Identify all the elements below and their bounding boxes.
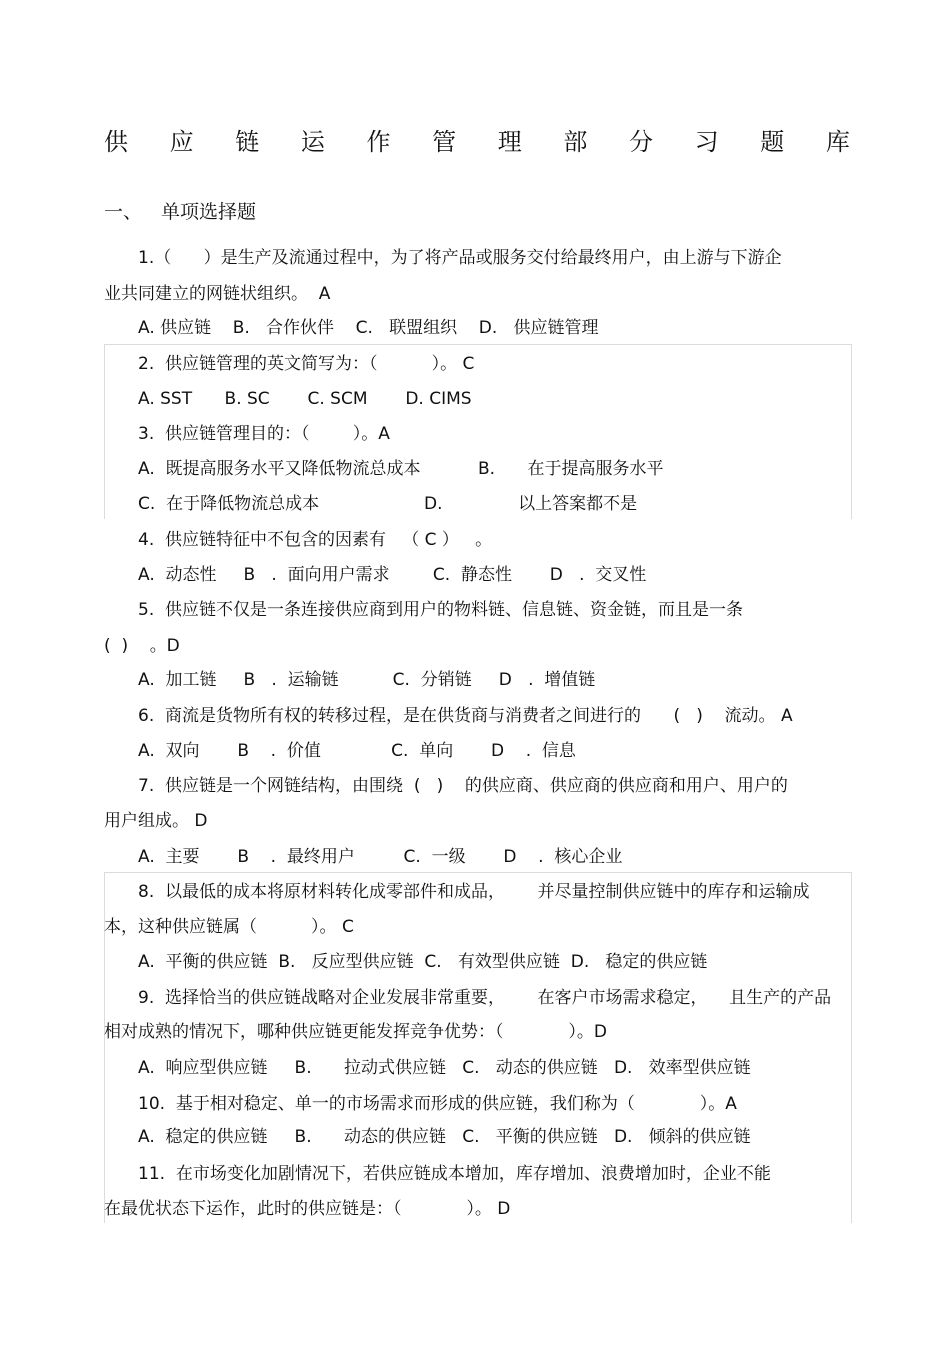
text-line: A. 加工链 B . 运输链 C. 分销链 D . 增值链: [138, 670, 596, 690]
text-line: 9. 选择恰当的供应链战略对企业发展非常重要， 在客户市场需求稳定， 且生产的产品: [138, 988, 832, 1008]
page-title: [104, 126, 850, 158]
title-char: 供: [104, 128, 128, 156]
text-line: 2. 供应链管理的英文简写为：（ ）。 C: [138, 354, 475, 374]
title-char: 分: [629, 128, 653, 156]
title-char: 理: [497, 128, 522, 156]
text-line: C. 在于降低物流总成本: [138, 494, 320, 514]
text-line: 11. 在市场变化加剧情况下，若供应链成本增加，库存增加、浪费增加时，企业不能: [138, 1164, 771, 1184]
text-line: 4. 供应链特征中不包含的因素有 （ C ） 。: [138, 530, 493, 550]
text-line: ( ) 。D: [104, 636, 180, 656]
title-char: 运: [300, 128, 325, 156]
text-line: A. 既提高服务水平又降低物流总成本: [138, 459, 421, 479]
title-char: 作: [366, 128, 391, 156]
text-line: 1.（ ）是生产及流通过程中，为了将产品或服务交付给最终用户，由上游与下游企: [138, 248, 782, 268]
text-line: 7. 供应链是一个网链结构，由围绕 ( ) 的供应商、供应商的供应商和用户、用户的: [138, 776, 788, 796]
text-line: 本，这种供应链属（ ）。 C: [104, 917, 354, 937]
text-line: 用户组成。 D: [104, 811, 208, 831]
text-line: A. 主要 B . 最终用户 C. 一级 D . 核心企业: [138, 847, 623, 867]
section-label: 单项选择题: [161, 201, 257, 223]
title-char: 链: [235, 128, 260, 156]
text-line: A. 平衡的供应链 B. 反应型供应链 C. 有效型供应链 D. 稳定的供应链: [138, 952, 708, 972]
text-line: B. 在于提高服务水平: [478, 459, 664, 479]
text-line: 3. 供应链管理目的：（ ）。A: [138, 424, 390, 444]
title-char: 部: [563, 128, 588, 156]
text-line: A. 双向 B . 价值 C. 单向 D . 信息: [138, 741, 576, 761]
text-line: A. 动态性 B . 面向用户需求 C. 静态性 D . 交叉性: [138, 565, 647, 585]
text-line: 8. 以最低的成本将原材料转化成零部件和成品， 并尽量控制供应链中的库存和运输成: [138, 882, 810, 902]
section-heading: [104, 198, 256, 226]
text-line: A. 响应型供应链 B. 拉动式供应链 C. 动态的供应链 D. 效率型供应链: [138, 1058, 751, 1078]
text-line: 在最优状态下运作，此时的供应链是：（ ）。 D: [104, 1199, 511, 1219]
text-line: A. 稳定的供应链 B. 动态的供应链 C. 平衡的供应链 D. 倾斜的供应链: [138, 1127, 751, 1147]
text-line: D. 以上答案都不是: [424, 494, 638, 514]
text-line: 5. 供应链不仅是一条连接供应商到用户的物料链、信息链、资金链，而且是一条: [138, 600, 744, 620]
title-char: 习: [694, 128, 719, 156]
text-line: 10. 基于相对稳定、单一的市场需求而形成的供应链，我们称为（ ）。A: [138, 1094, 737, 1114]
text-line: 业共同建立的网链状组织。 A: [104, 284, 331, 304]
text-line: 6. 商流是货物所有权的转移过程，是在供货商与消费者之间进行的 ( ) 流动。 A: [138, 706, 793, 726]
text-line: 相对成熟的情况下，哪种供应链更能发挥竞争优势：（ ）。D: [104, 1022, 607, 1042]
text-line: A. SST B. SC C. SCM D. CIMS: [138, 389, 472, 409]
title-char: 库: [825, 128, 850, 156]
section-number: 一、: [104, 201, 143, 223]
title-char: 应: [169, 128, 194, 156]
title-char: 题: [760, 128, 785, 156]
text-line: A. 供应链 B. 合作伙伴 C. 联盟组织 D. 供应链管理: [138, 318, 599, 338]
title-char: 管: [432, 128, 457, 156]
